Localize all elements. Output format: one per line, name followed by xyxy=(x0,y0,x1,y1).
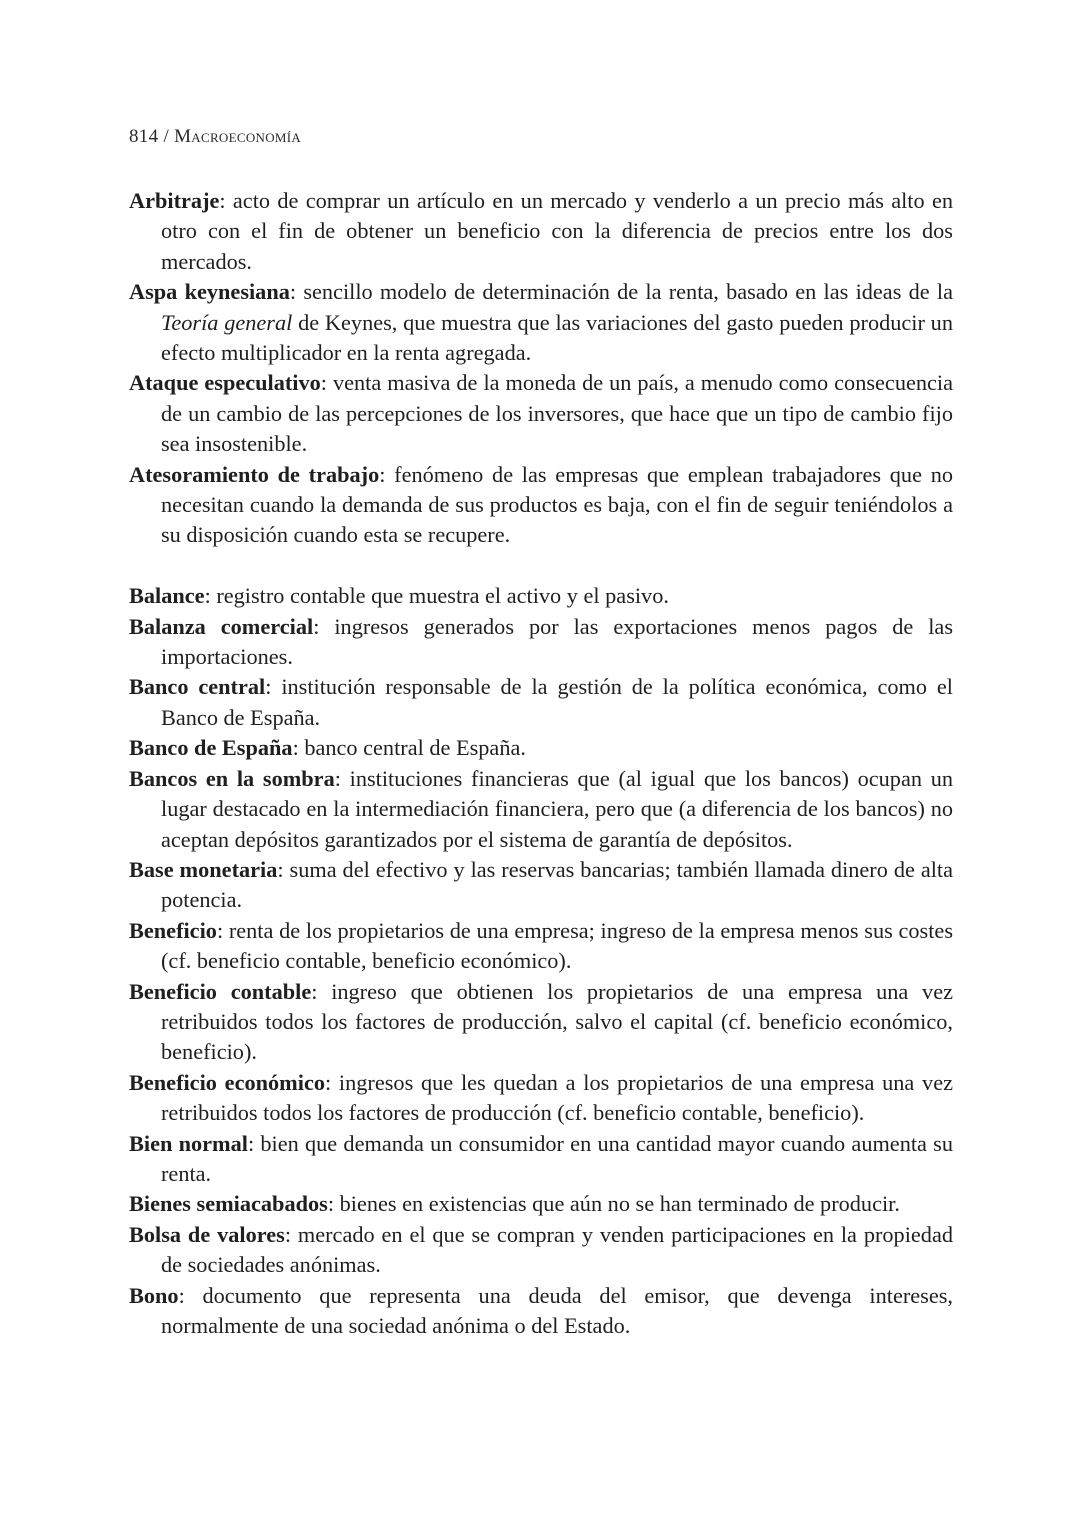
book-title: Macroeconomía xyxy=(174,126,302,147)
entry-term: Bienes semiacabados xyxy=(129,1191,328,1217)
glossary-entry xyxy=(129,916,953,977)
entry-definition: : acto de comprar un artículo en un mercado y venderlo a un precio más alto en otro con el fin de obtener un beneficio con la diferencia de precios entre los dos mercados. xyxy=(161,188,953,274)
page-number: 814 xyxy=(129,126,159,147)
entry-term: Bien normal xyxy=(129,1130,248,1156)
entry-definition: : banco central de España. xyxy=(292,735,526,761)
entry-term: Bono xyxy=(129,1282,179,1308)
glossary-entry xyxy=(129,612,953,673)
entry-definition: : fenómeno de las empresas que emplean trabajadores que no necesitan cuando la demanda de sus productos es baja, con el fin de seguir teniéndolos a su disposición cuando esta se recupere. xyxy=(161,461,953,548)
glossary-entry xyxy=(129,977,953,1068)
entry-term: Beneficio contable xyxy=(129,978,312,1004)
glossary-entry xyxy=(129,368,953,459)
entry-definition: : mercado en el que se compran y venden participaciones en la propiedad de sociedades anónimas. xyxy=(161,1221,953,1278)
entry-definition-continued: de Keynes, que muestra que las variaciones del gasto pueden producir un efecto multiplicador en la renta agregada. xyxy=(161,309,953,366)
glossary-entry xyxy=(129,1129,953,1190)
entry-definition: : institución responsable de la gestión de la política económica, como el Banco de España. xyxy=(161,674,954,730)
entry-term: Aspa keynesiana xyxy=(129,279,290,305)
glossary-entry xyxy=(129,1189,953,1219)
entry-term: Arbitraje xyxy=(129,188,220,213)
glossary-entry xyxy=(129,1281,953,1342)
glossary-entry xyxy=(129,855,953,916)
entry-term: Bolsa de valores xyxy=(129,1221,285,1247)
entry-definition: : bienes en existencias que aún no se han terminado de producir. xyxy=(327,1191,900,1217)
glossary-entry xyxy=(129,460,953,551)
glossary-entry xyxy=(129,672,953,733)
entry-term: Beneficio económico xyxy=(129,1069,325,1095)
entry-term: Ataque especulativo xyxy=(129,370,321,396)
entry-definition: : renta de los propietarios de una empresa; ingreso de la empresa menos sus costes (cf. beneficio contable, beneficio económico). xyxy=(161,917,953,974)
glossary-entry xyxy=(129,186,953,277)
entry-definition: : ingresos generados por las exportaciones menos pagos de las importaciones. xyxy=(161,613,953,670)
entry-definition: : suma del efectivo y las reservas bancarias; también llamada dinero de alta potencia. xyxy=(161,856,954,913)
entry-term: Balanza comercial xyxy=(129,613,314,639)
glossary-entry xyxy=(129,581,953,611)
entry-definition: : instituciones financieras que (al igual que los bancos) ocupan un lugar destacado en la intermediación financiera, pero que (a diferencia de los bancos) no aceptan depósitos garantizados por el sistema de garantía de depósitos. xyxy=(161,765,953,852)
entry-definition: : bien que demanda un consumidor en una cantidad mayor cuando aumenta su renta. xyxy=(161,1130,953,1186)
glossary-entry xyxy=(129,1220,953,1281)
entry-term: Banco central xyxy=(129,674,266,700)
entry-term: Base monetaria xyxy=(129,856,278,882)
entry-definition: : ingresos que les quedan a los propietarios de una empresa una vez retribuidos todos los factores de producción (cf. beneficio contable, beneficio). xyxy=(161,1069,953,1126)
entry-term: Atesoramiento de trabajo xyxy=(129,461,380,487)
glossary xyxy=(129,186,953,1341)
running-head xyxy=(129,126,301,148)
entry-definition: : sencillo modelo de determinación de la renta, basado en las ideas de la xyxy=(289,279,953,305)
glossary-entry xyxy=(129,277,953,368)
book-reference: Teoría general xyxy=(161,309,293,335)
header-separator: / xyxy=(158,126,175,147)
entry-term: Bancos en la sombra xyxy=(129,765,335,791)
entry-definition: : ingreso que obtienen los propietarios de una empresa una vez retribuidos todos los factores de producción, salvo el capital (cf. beneficio económico, beneficio). xyxy=(161,978,953,1065)
entry-term: Banco de España xyxy=(129,735,293,761)
section-divider xyxy=(129,551,953,581)
entry-term: Balance xyxy=(129,583,205,609)
glossary-section-b xyxy=(129,581,953,1341)
entry-definition: : venta masiva de la moneda de un país, a menudo como consecuencia de un cambio de las percepciones de los inversores, que hace que un tipo de cambio fijo sea insostenible. xyxy=(161,370,954,457)
glossary-entry xyxy=(129,1068,953,1129)
glossary-entry xyxy=(129,764,953,855)
entry-term: Beneficio xyxy=(129,917,217,943)
glossary-entry xyxy=(129,733,953,763)
entry-definition: : registro contable que muestra el activo y el pasivo. xyxy=(204,583,669,609)
glossary-section-a xyxy=(129,186,953,551)
entry-definition: : documento que representa una deuda del emisor, que devenga intereses, normalmente de una sociedad anónima o del Estado. xyxy=(161,1282,953,1339)
